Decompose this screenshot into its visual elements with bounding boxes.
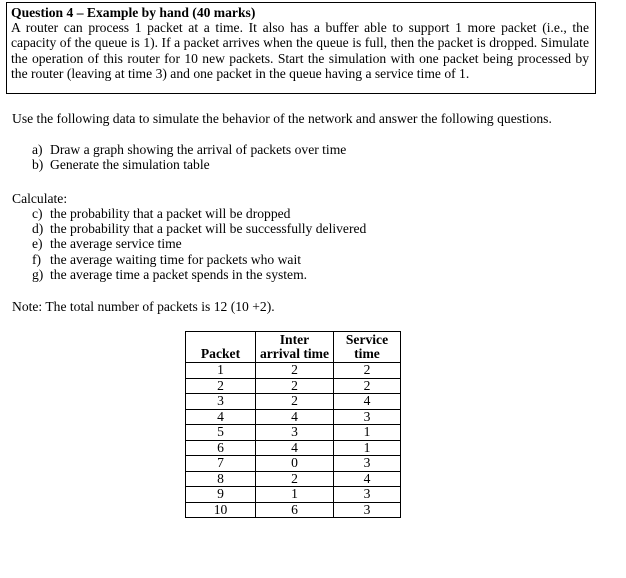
table-row <box>186 502 401 518</box>
table-header-row <box>186 332 401 363</box>
calc-marker: d) <box>32 221 44 236</box>
calc-text: the average waiting time for packets who wait <box>50 252 302 267</box>
task-item-a <box>32 142 346 157</box>
table-row <box>186 440 401 456</box>
calc-text: the average time a packet spends in the system. <box>50 267 308 282</box>
cell-service: 3 <box>334 487 401 503</box>
cell-packet: 1 <box>186 363 256 379</box>
calc-marker: g) <box>32 267 44 282</box>
cell-service: 2 <box>334 378 401 394</box>
calc-marker: c) <box>32 206 43 221</box>
cell-inter-arrival: 2 <box>256 394 334 410</box>
header-inter-arrival: Inter arrival time <box>256 332 334 363</box>
cell-inter-arrival: 1 <box>256 487 334 503</box>
calc-marker: e) <box>32 236 43 251</box>
calc-item-g <box>32 267 307 282</box>
question-body: A router can process 1 packet at a time. It also has a buffer able to support 1 more packet (i.e., the capacity of the queue is 1). If a packet arrives when the queue is full, then the packet is dropped. Simulate the operation of this router for 10 new packets. Start the simulation with one packet being processed by the router (leaving at time 3) and one packet in the queue having a service time of 1. <box>11 20 589 81</box>
simulation-data-table <box>185 331 401 518</box>
question-title: Question 4 – Example by hand (40 marks) <box>11 5 256 20</box>
calc-marker: f) <box>32 252 42 267</box>
table-row <box>186 471 401 487</box>
task-marker: a) <box>32 142 43 157</box>
note-text: Note: The total number of packets is 12 (10 +2). <box>12 299 275 314</box>
header-packet: Packet <box>186 332 256 363</box>
instruction-text: Use the following data to simulate the behavior of the network and answer the following questions. <box>12 111 552 126</box>
task-text: Generate the simulation table <box>50 157 210 172</box>
cell-inter-arrival: 3 <box>256 425 334 441</box>
cell-packet: 6 <box>186 440 256 456</box>
table-row <box>186 456 401 472</box>
cell-service: 4 <box>334 471 401 487</box>
cell-service: 3 <box>334 502 401 518</box>
table-row <box>186 487 401 503</box>
cell-packet: 8 <box>186 471 256 487</box>
cell-packet: 7 <box>186 456 256 472</box>
cell-service: 3 <box>334 456 401 472</box>
calc-text: the probability that a packet will be dropped <box>50 206 291 221</box>
task-marker: b) <box>32 157 44 172</box>
cell-packet: 9 <box>186 487 256 503</box>
cell-inter-arrival: 4 <box>256 440 334 456</box>
task-item-b <box>32 157 210 172</box>
cell-inter-arrival: 2 <box>256 363 334 379</box>
table-row <box>186 394 401 410</box>
cell-inter-arrival: 4 <box>256 409 334 425</box>
calc-text: the probability that a packet will be successfully delivered <box>50 221 367 236</box>
calc-item-e <box>32 236 182 251</box>
cell-service: 1 <box>334 425 401 441</box>
task-text: Draw a graph showing the arrival of packets over time <box>50 142 347 157</box>
cell-inter-arrival: 0 <box>256 456 334 472</box>
calc-item-c <box>32 206 290 221</box>
cell-packet: 5 <box>186 425 256 441</box>
question-box <box>6 2 596 94</box>
calc-item-f <box>32 252 301 267</box>
cell-service: 2 <box>334 363 401 379</box>
header-service-time: Service time <box>334 332 401 363</box>
table-row <box>186 378 401 394</box>
calculate-heading: Calculate: <box>12 191 68 206</box>
cell-inter-arrival: 2 <box>256 378 334 394</box>
cell-service: 3 <box>334 409 401 425</box>
cell-packet: 3 <box>186 394 256 410</box>
cell-packet: 10 <box>186 502 256 518</box>
cell-service: 4 <box>334 394 401 410</box>
cell-service: 1 <box>334 440 401 456</box>
table-row <box>186 409 401 425</box>
cell-inter-arrival: 2 <box>256 471 334 487</box>
cell-packet: 4 <box>186 409 256 425</box>
cell-packet: 2 <box>186 378 256 394</box>
calc-text: the average service time <box>50 236 182 251</box>
table-row <box>186 363 401 379</box>
cell-inter-arrival: 6 <box>256 502 334 518</box>
table-row <box>186 425 401 441</box>
calc-item-d <box>32 221 366 236</box>
